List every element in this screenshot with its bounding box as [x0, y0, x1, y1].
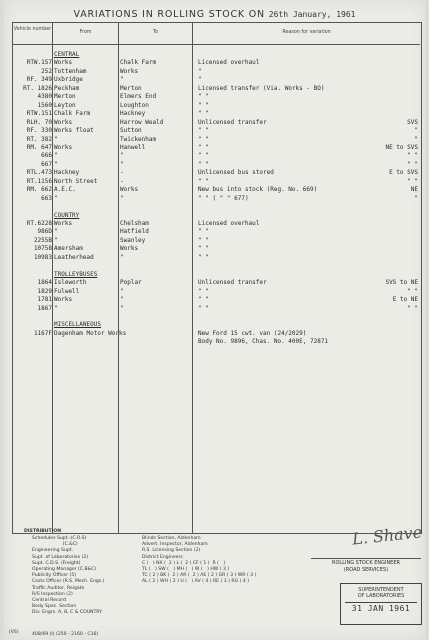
- table-row: [4, 330, 418, 338]
- from-cell: Tottenham: [54, 67, 87, 75]
- vehicle-number-cell: 10983: [33, 253, 52, 261]
- table-row: [4, 136, 418, 144]
- department-block: [309, 560, 423, 573]
- from-cell: Dagenham Motor Works: [54, 329, 127, 337]
- vehicle-number-cell: 1167F: [33, 329, 52, 337]
- table-row: [4, 245, 418, 253]
- table-row: [4, 169, 418, 177]
- reason-cell: " ": [198, 93, 209, 101]
- table-row: [4, 220, 418, 228]
- reason-cell: " ": [198, 110, 209, 118]
- transfer-note-cell: ": [414, 194, 418, 202]
- document-title: [4, 9, 425, 20]
- reason-cell: " ": [198, 152, 209, 160]
- distribution-entry: Body Spec. Section: [32, 604, 77, 610]
- section-heading: COUNTRY: [54, 211, 80, 219]
- table-row: [4, 68, 418, 76]
- vehicle-number-cell: 1560: [37, 101, 52, 109]
- vehicle-number-cell: RT. 1826: [23, 84, 52, 92]
- reason-cell: " ": [198, 245, 209, 253]
- table-row: [4, 127, 418, 135]
- vehicle-number-cell: RTW.157: [26, 59, 52, 67]
- received-stamp: [340, 583, 422, 625]
- table-row: [4, 102, 418, 110]
- to-cell: Hatfield: [120, 228, 149, 236]
- transfer-note-cell: ": [414, 127, 418, 135]
- col-header-vehicle: Vehicle number: [13, 27, 52, 32]
- reason-cell: " ": [198, 143, 209, 151]
- distribution-entry: R/S Inspection (2): [32, 591, 73, 597]
- from-cell: Merton: [54, 93, 76, 101]
- vehicle-number-cell: 1867: [37, 304, 52, 312]
- document-page: [4, 0, 425, 640]
- reason-cell: " ": [198, 296, 209, 304]
- table-row: [4, 338, 418, 346]
- vehicle-number-cell: RT.6228: [26, 220, 52, 227]
- table-row: [4, 85, 418, 93]
- to-cell: ": [120, 296, 124, 304]
- header-divider: [12, 44, 420, 45]
- transfer-note-cell: ": [414, 135, 418, 143]
- to-cell: Chelsham: [120, 220, 149, 227]
- distribution-list-districts: [142, 536, 256, 586]
- table-row: [4, 254, 418, 262]
- from-cell: Uxbridge: [54, 76, 83, 84]
- distribution-entry: R.S. Licensing Section (2): [142, 548, 201, 554]
- reason-cell: Unlicensed transfer: [198, 279, 267, 287]
- from-cell: Works: [54, 118, 73, 126]
- reason-cell: " ": [198, 253, 209, 261]
- table-row: [4, 313, 418, 321]
- table-row: [4, 178, 418, 186]
- transfer-note-cell: NE to SVS: [385, 143, 418, 151]
- from-cell: Leatherhead: [54, 253, 94, 261]
- to-cell: Elmers End: [120, 93, 157, 101]
- vehicle-number-cell: 667: [41, 160, 52, 168]
- transfer-note-cell: " ": [407, 160, 418, 168]
- to-cell: ": [120, 304, 124, 312]
- distribution-entry: District Engineers: [142, 554, 183, 560]
- col-header-from: From: [79, 30, 92, 35]
- table-row: [4, 237, 418, 245]
- to-cell: Works: [120, 186, 139, 194]
- department-subtitle: (ROAD SERVICES): [343, 566, 389, 573]
- vehicle-number-cell: RF. 349: [26, 76, 52, 84]
- table-row: [4, 144, 418, 152]
- table-row: [4, 76, 418, 84]
- reason-cell: Body No. 9896, Chas. No. 400E, 72871: [198, 338, 329, 346]
- transfer-note-cell: SVS to NE: [385, 279, 418, 287]
- from-cell: Works float: [54, 127, 94, 135]
- to-cell: Twickenham: [120, 135, 157, 143]
- transfer-note-cell: E to NE: [392, 296, 418, 304]
- table-row: [4, 288, 418, 296]
- table-row: [4, 195, 418, 203]
- reason-cell: " ": [198, 160, 209, 168]
- reason-cell: " ": [198, 101, 209, 109]
- vehicle-number-cell: RF. 330: [26, 127, 52, 135]
- to-cell: Sutton: [120, 127, 142, 135]
- reason-cell: Licensed overhaul: [198, 59, 260, 67]
- table-row: [4, 296, 418, 304]
- signature-line: [311, 558, 421, 559]
- distribution-entry: Supt. C.D.S. (Freight): [32, 560, 81, 566]
- reason-cell: " ": [198, 304, 209, 312]
- section-heading-row: [4, 271, 418, 279]
- table-row: [4, 119, 418, 127]
- vehicle-number-cell: 4380: [37, 93, 52, 101]
- reason-cell: " ": [198, 228, 209, 236]
- from-cell: Works: [54, 296, 73, 304]
- reason-cell: ": [198, 76, 202, 84]
- reason-cell: Unlicensed bus stored: [198, 169, 274, 177]
- from-cell: ": [54, 304, 58, 312]
- reason-cell: Unlicensed transfer: [198, 118, 267, 126]
- from-cell: Works: [54, 220, 73, 227]
- distribution-entry: Advert. Inspector, Aldenham: [142, 542, 208, 548]
- to-cell: Hanwell: [120, 143, 146, 151]
- footer-vs: (VS): [9, 630, 19, 635]
- reason-cell: ": [198, 67, 202, 75]
- transfer-note-cell: " ": [407, 304, 418, 312]
- distribution-entry: AL ( 2 ) WH ( 2 ) U ( ) AV ( 4 ) RE ( 3 ) RG ( 4 ): [142, 579, 250, 585]
- from-cell: Amersham: [54, 245, 83, 253]
- table-row: [4, 59, 418, 67]
- table-row: [4, 110, 418, 118]
- vehicle-number-cell: 10758: [33, 245, 52, 253]
- department-title: ROLLING STOCK ENGINEER: [332, 560, 400, 566]
- from-cell: Isleworth: [54, 279, 87, 287]
- to-cell: ": [120, 160, 124, 168]
- col-header-to: To: [152, 30, 159, 35]
- from-cell: Peckham: [54, 84, 80, 92]
- distribution-list-left: [32, 536, 104, 617]
- section-heading: MISCELLANEOUS: [54, 321, 101, 329]
- reason-cell: Licensed transfer (Via. Works - BO): [198, 84, 325, 92]
- section-heading-row: [4, 212, 418, 220]
- stamp-line-1: SUPERINTENDENT: [358, 587, 404, 593]
- reason-cell: New bus into stock (Reg. No. 669): [198, 186, 318, 194]
- table-row: [4, 279, 418, 287]
- distribution-entry: Schedules Supt.-(C.R.S): [32, 536, 87, 541]
- col-header-reason: Reason for variation: [282, 30, 331, 35]
- title-text: VARIATIONS IN ROLLING STOCK ON: [73, 9, 265, 20]
- section-heading-row: [4, 321, 418, 329]
- to-cell: Loughton: [120, 101, 149, 109]
- reason-cell: " ": [198, 236, 209, 244]
- table-row: [4, 203, 418, 211]
- from-cell: Works: [54, 59, 73, 67]
- distribution-entry: Div. Engrs. A, B, C & COUNTRY: [32, 610, 103, 616]
- table-row: [4, 262, 418, 270]
- vehicle-number-cell: 1781: [37, 296, 52, 304]
- vehicle-number-cell: 986D: [37, 228, 52, 236]
- table-row: [4, 161, 418, 169]
- reason-cell: " ": [198, 177, 209, 185]
- distribution-entry: Publicity Officer (5): [32, 573, 77, 579]
- reason-cell: Licensed overhaul: [198, 220, 260, 227]
- to-cell: Poplar: [120, 279, 142, 287]
- stamp-date: 31 JAN 1961: [351, 604, 411, 613]
- from-cell: Fulwell: [54, 287, 80, 295]
- table-row: [4, 152, 418, 160]
- to-cell: Swanley: [120, 236, 146, 244]
- footer-form-code: 408/69 (I) (250 - 2160 - C16): [32, 632, 99, 637]
- vehicle-number-cell: 252: [41, 67, 52, 75]
- vehicle-number-cell: RM. 647: [26, 143, 52, 151]
- reason-cell: " " ( " " 677): [198, 194, 249, 202]
- from-cell: North Street: [54, 177, 98, 185]
- vehicle-number-cell: RLH. 70: [26, 118, 52, 126]
- to-cell: Hackney: [120, 110, 146, 118]
- distribution-entry: Traffic Auditor, Reigate: [32, 585, 85, 591]
- to-cell: Harrow Weald: [120, 118, 164, 126]
- transfer-note-cell: " ": [407, 177, 418, 185]
- from-cell: Leyton: [54, 101, 76, 109]
- section-heading: TROLLEYBUSES: [54, 270, 98, 278]
- transfer-note-cell: " ": [407, 152, 418, 160]
- from-cell: ": [54, 228, 58, 236]
- section-heading: CENTRAL: [54, 51, 80, 58]
- from-cell: Hackney: [54, 169, 80, 177]
- vehicle-number-cell: RT.1156: [26, 177, 52, 185]
- to-cell: Works: [120, 67, 139, 75]
- table-row: [4, 93, 418, 101]
- table-row: [4, 228, 418, 236]
- distribution-entry: Engineering Supt.: [32, 548, 74, 554]
- reason-cell: New Ford 15 cwt. van (24/2029): [198, 329, 307, 337]
- vehicle-number-cell: 666: [41, 152, 52, 160]
- to-cell: ": [120, 194, 124, 202]
- from-cell: ": [54, 152, 58, 160]
- vehicle-number-cell: RTL.473: [26, 169, 52, 177]
- to-cell: -: [120, 177, 124, 185]
- distribution-entry: C ( ) NX ( 2 ) L ( 2 ) CF ( 1 ) R ( ): [142, 560, 226, 566]
- reason-cell: " ": [198, 127, 209, 135]
- distribution-entry: Blinds Section, Aldenham: [142, 536, 201, 541]
- to-cell: ": [120, 253, 124, 261]
- title-date: 26th January, 1961: [268, 10, 356, 19]
- reason-cell: " ": [198, 287, 209, 295]
- transfer-note-cell: E to SVS: [389, 169, 418, 177]
- distribution-entry: Operating Manager (C.B&C): [32, 567, 97, 573]
- vehicle-number-cell: RM. 662: [26, 186, 52, 194]
- transfer-note-cell: NE: [410, 186, 418, 194]
- vehicle-number-cell: RT. 382: [26, 135, 52, 143]
- to-cell: ": [120, 152, 124, 160]
- from-cell: ": [54, 236, 58, 244]
- distribution-entry: TC ( 2 ) BK ( 2 ) AR ( 2 ) AE ( 2 ) GR ( 3 ) WR ( 3 ): [142, 573, 257, 579]
- vehicle-number-cell: 2255B: [33, 236, 52, 244]
- from-cell: ": [54, 160, 58, 168]
- reason-cell: " ": [198, 135, 209, 143]
- distribution-entry: Central Record: [32, 598, 67, 604]
- distribution-heading: DISTRIBUTION: [24, 529, 62, 534]
- transfer-note-cell: SVS: [407, 118, 418, 126]
- distribution-entry: Costs Officer (R.S. Mech. Engs.): [32, 579, 105, 585]
- distribution-entry: TL ( ) SW ( ) MH ( ) W ( ) HW ( 3 ): [142, 567, 230, 573]
- from-cell: ": [54, 194, 58, 202]
- section-heading-row: [4, 51, 418, 59]
- to-cell: Works: [120, 245, 139, 253]
- from-cell: A.E.C.: [54, 186, 76, 194]
- transfer-note-cell: " ": [407, 287, 418, 295]
- table-row: [4, 305, 418, 313]
- table-row: [4, 186, 418, 194]
- from-cell: ": [54, 135, 58, 143]
- to-cell: -: [120, 169, 124, 177]
- stamp-line-2: OF LABORATORIES: [357, 593, 405, 599]
- vehicle-number-cell: 1829: [37, 287, 52, 295]
- vehicle-number-cell: 663: [41, 194, 52, 202]
- to-cell: ": [120, 76, 124, 84]
- distribution-entry: (C.&C): [32, 542, 78, 548]
- distribution-entry: Supt. of Laboratories (2): [32, 554, 89, 560]
- signature-text: L. Shave: [351, 522, 423, 549]
- to-cell: Merton: [120, 84, 142, 92]
- from-cell: Works: [54, 143, 73, 151]
- vehicle-number-cell: RTW.151: [26, 110, 52, 118]
- vehicle-number-cell: 1864: [37, 279, 52, 287]
- to-cell: ": [120, 287, 124, 295]
- from-cell: Chalk Farm: [54, 110, 91, 118]
- to-cell: Chalk Farm: [120, 59, 157, 67]
